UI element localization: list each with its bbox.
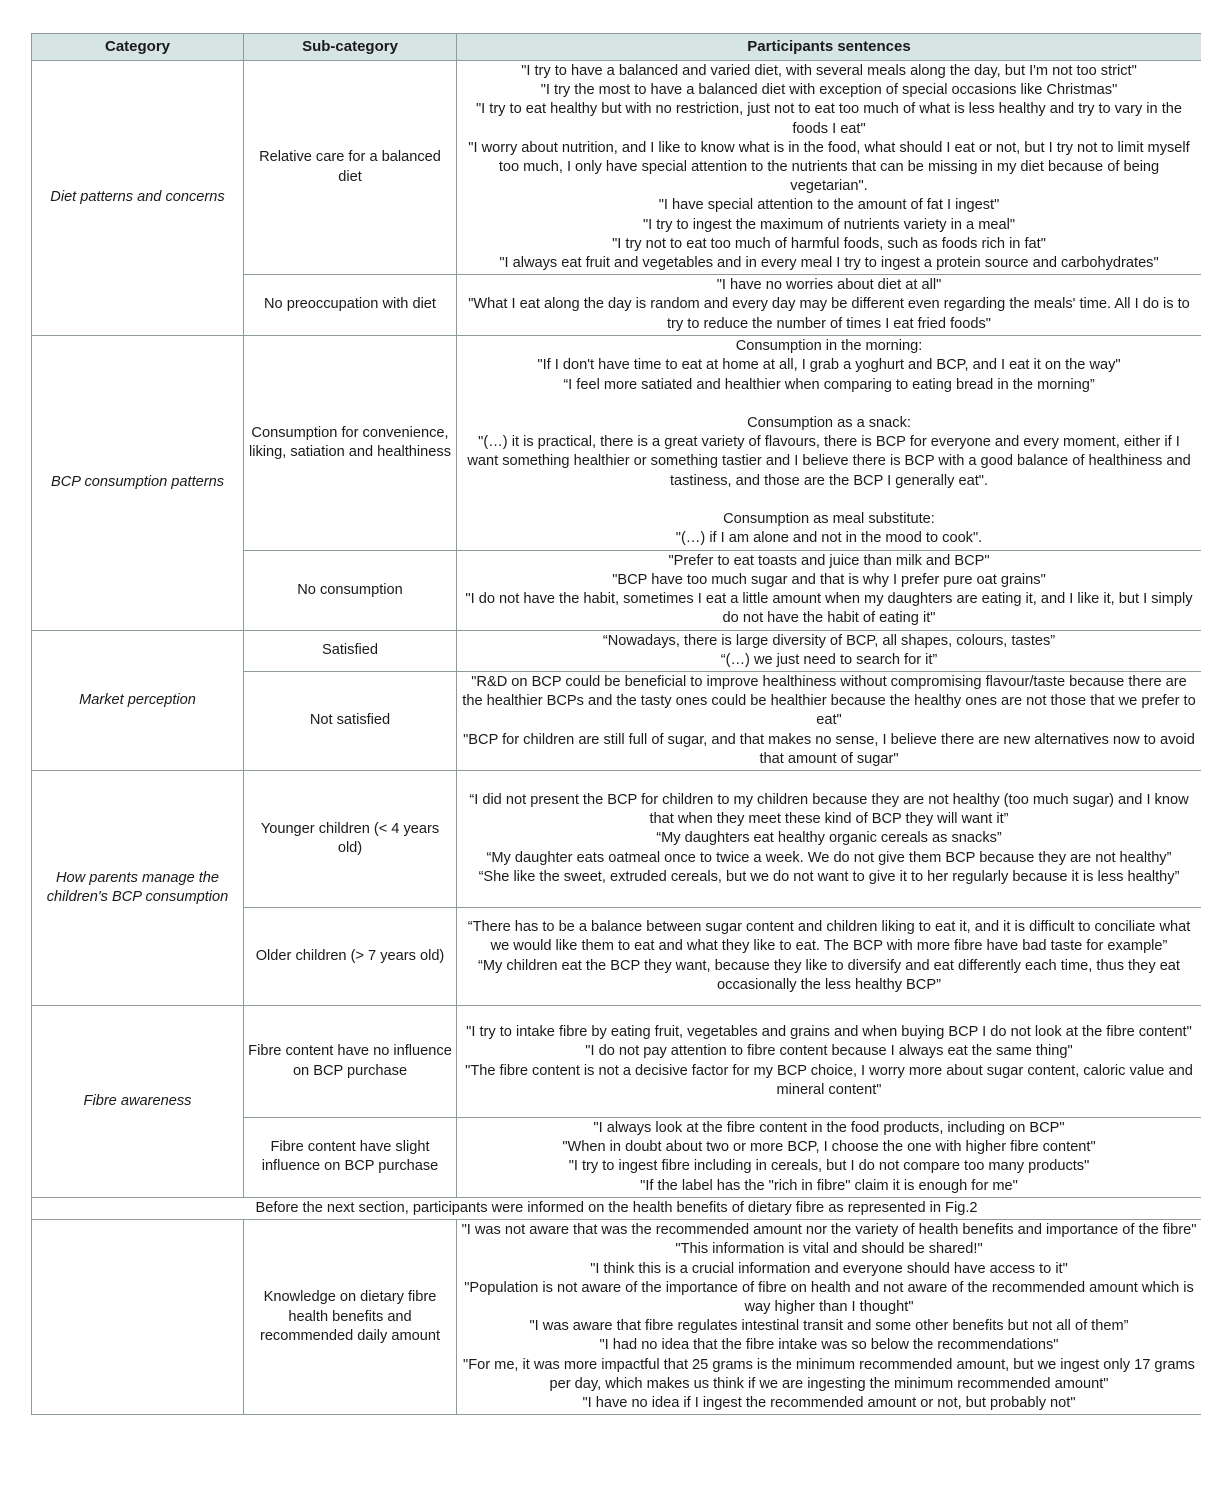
quote-text: "If I don't have time to eat at home at all, I grab a yoghurt and BCP, and I eat it on the way" <box>537 357 1121 374</box>
quote-text: "The fibre content is not a decisive factor for my BCP choice, I worry more about sugar content, caloric value and mineral content" <box>465 1062 1193 1098</box>
subcategory-cell: Not satisfied <box>244 672 457 771</box>
quote-text: "Prefer to eat toasts and juice than milk and BCP" <box>668 552 990 569</box>
table-row <box>32 1006 1202 1118</box>
results-table <box>31 33 1201 1415</box>
category-cell: Fibre awareness <box>32 1006 244 1198</box>
quote-text: "I have no worries about diet at all" <box>716 277 942 294</box>
quote-text: "(…) it is practical, there is a great variety of flavours, there is BCP for everyone and every moment, either if I want something healthier or something tastier and I believe there is BCP with a good balance of healthiness and tastiness, and those are the BCP I generally eat". <box>467 434 1191 489</box>
quotes-cell <box>457 672 1202 771</box>
quote-text: "BCP have too much sugar and that is why I prefer pure oat grains" <box>612 572 1046 589</box>
header-subcategory: Sub-category <box>244 34 457 61</box>
quote-text: "I have special attention to the amount of fat I ingest" <box>658 197 1000 214</box>
table-header-row <box>32 34 1202 61</box>
quote-text: "I worry about nutrition, and I like to know what is in the food, what should I eat or not, but I try not to limit myself too much, I only have special attention to the nutrients that can be missing in my diet because of being vegetarian". <box>468 139 1190 195</box>
quote-text: "If the label has the "rich in fibre" claim it is enough for me" <box>640 1177 1018 1194</box>
category-cell: Diet patterns and concerns <box>32 61 244 336</box>
quote-text: "R&D on BCP could be beneficial to improve healthiness without compromising flavour/taste because there are the healthier BCPs and the tasty ones could be healthier because the healthy ones are not those that we prefer to eat" <box>462 674 1196 729</box>
quotes-cell <box>457 275 1202 336</box>
quote-text: "I try not to eat too much of harmful foods, such as foods rich in fat" <box>612 235 1046 252</box>
subcategory-cell: Fibre content have slight influence on BCP purchase <box>244 1118 457 1198</box>
quote-text: "When in doubt about two or more BCP, I choose the one with higher fibre content" <box>562 1139 1096 1156</box>
quote-text: Consumption in the morning: <box>735 338 923 355</box>
quote-text: "I always look at the fibre content in the food products, including on BCP" <box>593 1120 1065 1137</box>
quotes-cell <box>457 908 1202 1006</box>
subcategory-cell: Knowledge on dietary fibre health benefits and recommended daily amount <box>244 1220 457 1415</box>
quote-text: "I try to intake fibre by eating fruit, vegetables and grains and when buying BCP I do not look at the fibre content" <box>466 1024 1192 1041</box>
section-note-row <box>32 1197 1202 1219</box>
quote-text: "I try the most to have a balanced diet with exception of special occasions like Christmas" <box>540 82 1118 99</box>
quote-text: "BCP for children are still full of sugar, and that makes no sense, I believe there are new alternatives now to avoid that amount of sugar" <box>463 731 1195 767</box>
quote-text: "I have no idea if I ingest the recommended amount or not, but probably not" <box>582 1394 1076 1411</box>
quote-text: "I was aware that fibre regulates intestinal transit and some other benefits but not all of them” <box>529 1318 1129 1335</box>
quote-text: “My daughters eat healthy organic cereals as snacks” <box>656 830 1002 847</box>
quote-text: "I try to eat healthy but with no restriction, just not to eat too much of what is less healthy and try to vary in the foods I eat" <box>475 101 1183 137</box>
subcategory-cell: Satisfied <box>244 630 457 671</box>
subcategory-cell: Relative care for a balanced diet <box>244 61 457 275</box>
table-row <box>32 771 1202 908</box>
quote-text: "(…) if I am alone and not in the mood to cook". <box>675 530 983 547</box>
quotes-cell <box>457 335 1202 550</box>
subcategory-cell: Older children (> 7 years old) <box>244 908 457 1006</box>
quote-text: "I do not have the habit, sometimes I eat a little amount when my daughters are eating it, and I like it, but I simply do not have the habit of eating it" <box>465 591 1193 627</box>
quote-text: “There has to be a balance between sugar content and children liking to eat it, and it is difficult to conciliate what we would like them to eat and what they like to eat. The BCP with more fibre have bad taste for example” <box>467 919 1191 955</box>
quote-text: “(…) we just need to search for it” <box>720 651 938 668</box>
subcategory-cell: No consumption <box>244 550 457 630</box>
quote-text: “I feel more satiated and healthier when comparing to eating bread in the morning” <box>563 376 1095 393</box>
results-table-container <box>31 33 1201 1479</box>
quote-text <box>461 491 1197 510</box>
quote-text: "I was not aware that was the recommended amount nor the variety of health benefits and importance of the fibre" <box>461 1222 1197 1239</box>
subcategory-cell: Consumption for convenience, liking, satiation and healthiness <box>244 335 457 550</box>
quotes-cell <box>457 1006 1202 1118</box>
quote-text: “Nowadays, there is large diversity of BCP, all shapes, colours, tastes” <box>602 632 1056 649</box>
quote-text: "I think this is a crucial information and everyone should have access to it" <box>590 1260 1068 1277</box>
category-cell <box>32 1220 244 1415</box>
quote-text: "I try to ingest fibre including in cereals, but I do not compare too many products" <box>568 1158 1090 1175</box>
subcategory-cell: Fibre content have no influence on BCP purchase <box>244 1006 457 1118</box>
table-row <box>32 630 1202 671</box>
quote-text: Consumption as a snack: <box>747 415 911 432</box>
quote-text: "I do not pay attention to fibre content because I always eat the same thing" <box>585 1043 1073 1060</box>
category-cell: How parents manage the children's BCP consumption <box>32 771 244 1006</box>
quote-text: "I try to ingest the maximum of nutrients variety in a meal" <box>642 216 1016 233</box>
quote-text: "For me, it was more impactful that 25 grams is the minimum recommended amount, but we ingest only 17 grams per day, which makes us think if we are ingesting the minimum recommended amount" <box>463 1356 1195 1392</box>
quotes-cell <box>457 550 1202 630</box>
quote-text: “She like the sweet, extruded cereals, but we do not want to give it to her regularly because it is less healthy” <box>478 868 1180 885</box>
quote-text: "I always eat fruit and vegetables and in every meal I try to ingest a protein source and carbohydrates" <box>499 255 1159 272</box>
quote-text: “I did not present the BCP for children to my children because they are not healthy (too much sugar) and I know that when they meet these kind of BCP they will want it” <box>469 792 1189 828</box>
quote-text: "This information is vital and should be shared!" <box>675 1241 983 1258</box>
subcategory-cell: No preoccupation with diet <box>244 275 457 336</box>
table-row <box>32 335 1202 550</box>
quote-text: "I try to have a balanced and varied diet, with several meals along the day, but I'm not too strict" <box>521 63 1137 79</box>
quotes-cell <box>457 771 1202 908</box>
quote-text: "What I eat along the day is random and every day may be different even regarding the meals' time. All I do is to try to reduce the number of times I eat fried foods" <box>468 296 1190 332</box>
quote-text: “My children eat the BCP they want, because they like to diversify and eat differently each time, thus they eat occasionally the less healthy BCP” <box>478 957 1180 993</box>
header-participants-sentences: Participants sentences <box>457 34 1202 61</box>
table-row <box>32 61 1202 275</box>
header-category: Category <box>32 34 244 61</box>
quote-text: “My daughter eats oatmeal once to twice a week. We do not give them BCP because they are not healthy” <box>486 849 1172 866</box>
quotes-cell <box>457 630 1202 671</box>
quote-text <box>461 395 1197 414</box>
quotes-cell <box>457 1220 1202 1415</box>
category-cell: Market perception <box>32 630 244 770</box>
quotes-cell <box>457 1118 1202 1198</box>
section-note: Before the next section, participants were informed on the health benefits of dietary fibre as represented in Fig.2 <box>32 1197 1202 1219</box>
quote-text: "I had no idea that the fibre intake was so below the recommendations" <box>599 1337 1059 1354</box>
category-cell: BCP consumption patterns <box>32 335 244 630</box>
quote-text: "Population is not aware of the importance of fibre on health and not aware of the recommended amount which is way higher than I thought" <box>464 1279 1194 1315</box>
quote-text: Consumption as meal substitute: <box>723 511 935 528</box>
table-row <box>32 1220 1202 1415</box>
quotes-cell <box>457 61 1202 275</box>
subcategory-cell: Younger children (< 4 years old) <box>244 771 457 908</box>
